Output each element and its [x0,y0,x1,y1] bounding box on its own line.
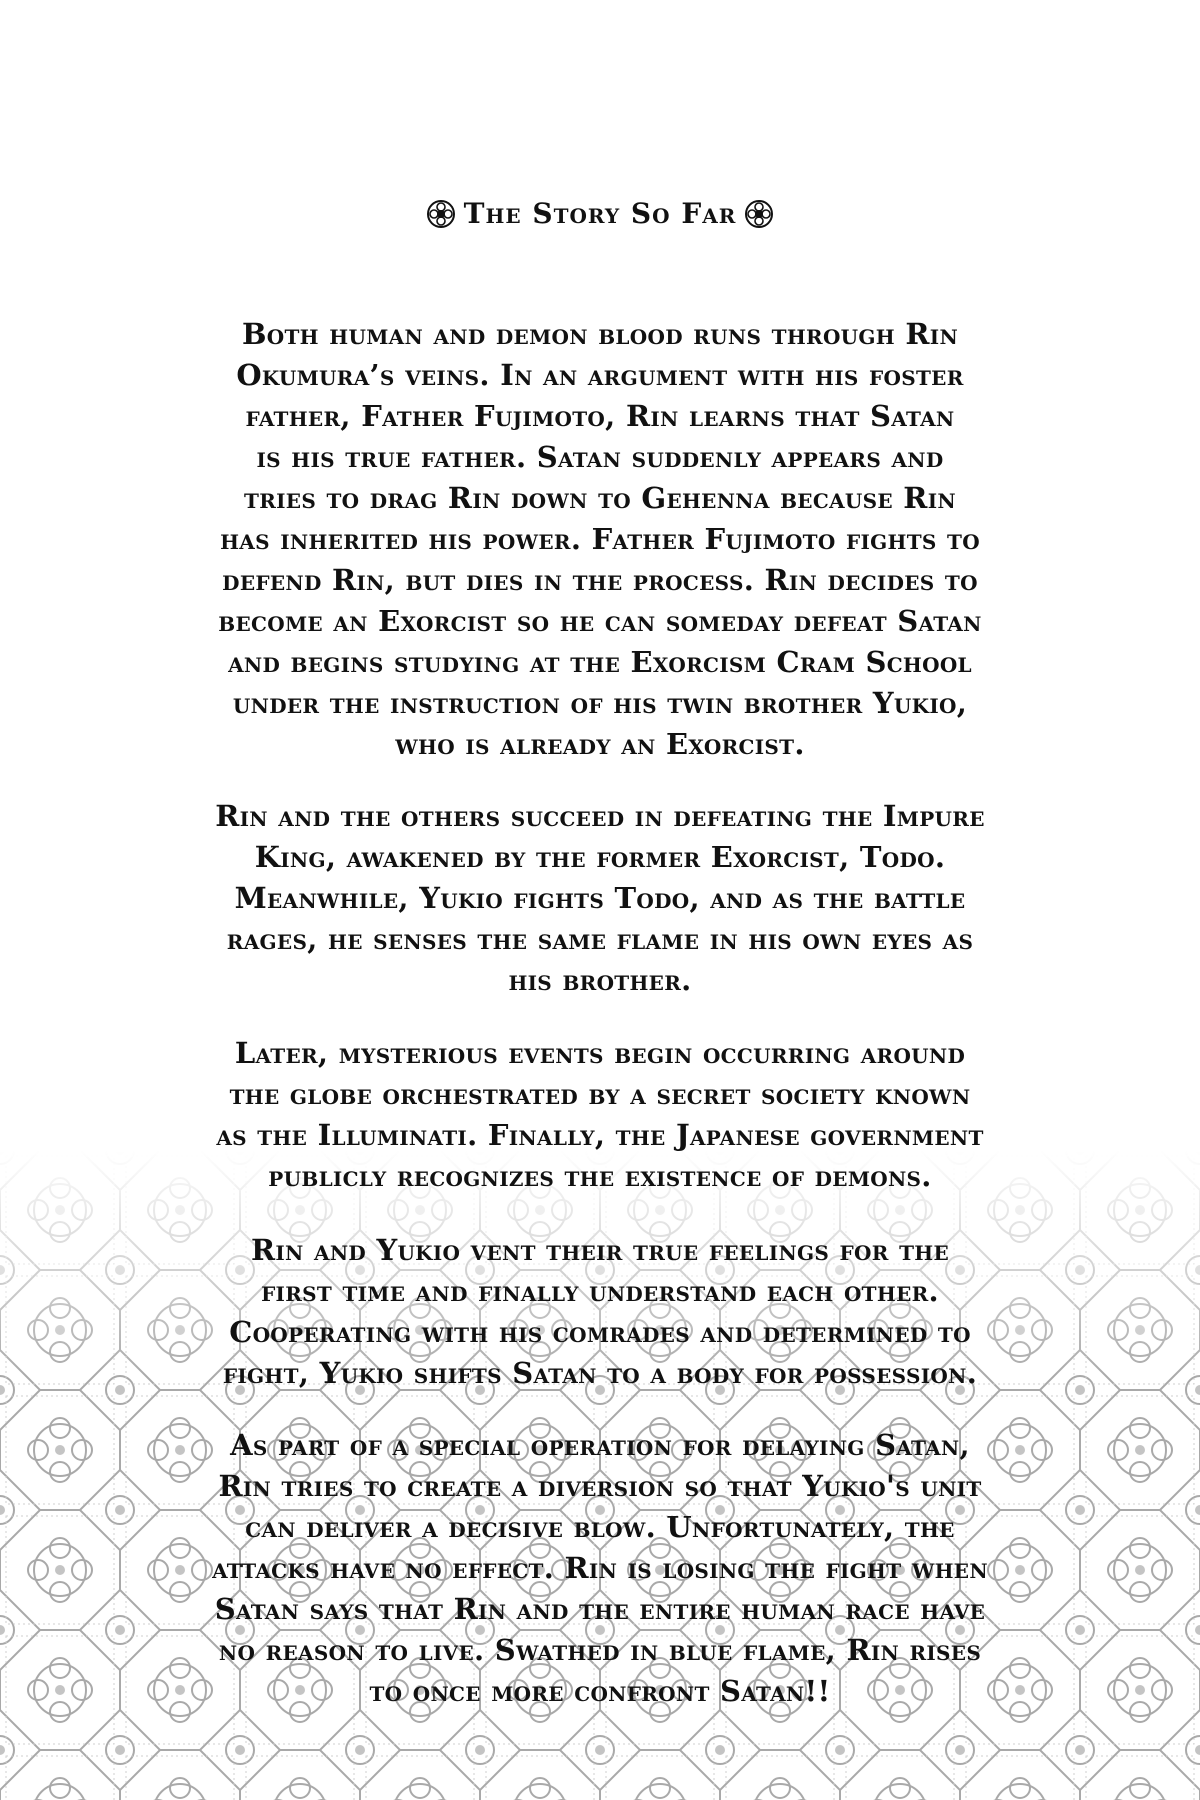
text-line: who is already an Exorcist. [395,727,805,761]
story-paragraph [90,1033,1110,1197]
rosette-icon [426,199,456,229]
text-line: Satan says that Rin and the entire human race have [214,1592,986,1626]
text-line: Okumura’s veins. In an argument with his foster [236,358,964,392]
text-line: as the Illuminati. Finally, the Japanese government [216,1118,984,1152]
text-line: Later, mysterious events begin occurring around [234,1036,966,1070]
text-line: and begins studying at the Exorcism Cram School [228,645,972,679]
text-line: Rin and the others succeed in defeating the Impure [215,799,985,833]
story-paragraph [90,314,1110,765]
story-paragraph [90,1230,1110,1394]
text-line: publicly recognizes the existence of demons. [268,1159,932,1193]
text-line: father, Father Fujimoto, Rin learns that Satan [245,399,955,433]
text-line: Rin tries to create a diversion so that Yukio's unit [218,1469,982,1503]
text-line: under the instruction of his twin brother Yukio, [232,686,968,720]
text-line: Meanwhile, Yukio fights Todo, and as the battle [234,881,966,915]
text-line: Both human and demon blood runs through Rin [241,317,959,351]
story-heading [0,196,1200,232]
text-line: the globe orchestrated by a secret society known [229,1077,971,1111]
text-line: Cooperating with his comrades and determined to [229,1315,971,1349]
text-line: fight, Yukio shifts Satan to a body for possession. [222,1356,978,1390]
text-line: Rin and Yukio vent their true feelings for the [250,1233,950,1267]
story-paragraph [90,1425,1110,1712]
text-line: is his true father. Satan suddenly appears and [256,440,944,474]
text-line: attacks have no effect. Rin is losing the fight when [212,1551,988,1585]
text-line: first time and finally understand each other. [261,1274,939,1308]
text-line: defend Rin, but dies in the process. Rin decides to [222,563,978,597]
text-line: King, awakened by the former Exorcist, Todo. [254,840,946,874]
text-line: no reason to live. Swathed in blue flame, Rin rises [218,1633,982,1667]
story-paragraph [90,796,1110,1001]
text-line: can deliver a decisive blow. Unfortunately, the [245,1510,955,1544]
text-line: to once more confront Satan!! [369,1674,831,1708]
rosette-icon [744,199,774,229]
page-title: The Story So Far [463,197,737,230]
text-line: tries to drag Rin down to Gehenna because Rin [244,481,956,515]
text-line: has inherited his power. Father Fujimoto fights to [220,522,980,556]
text-line: become an Exorcist so he can someday defeat Satan [218,604,982,638]
text-line: his brother. [508,963,692,997]
text-line: As part of a special operation for delaying Satan, [230,1428,970,1462]
text-line: rages, he senses the same flame in his own eyes as [226,922,974,956]
